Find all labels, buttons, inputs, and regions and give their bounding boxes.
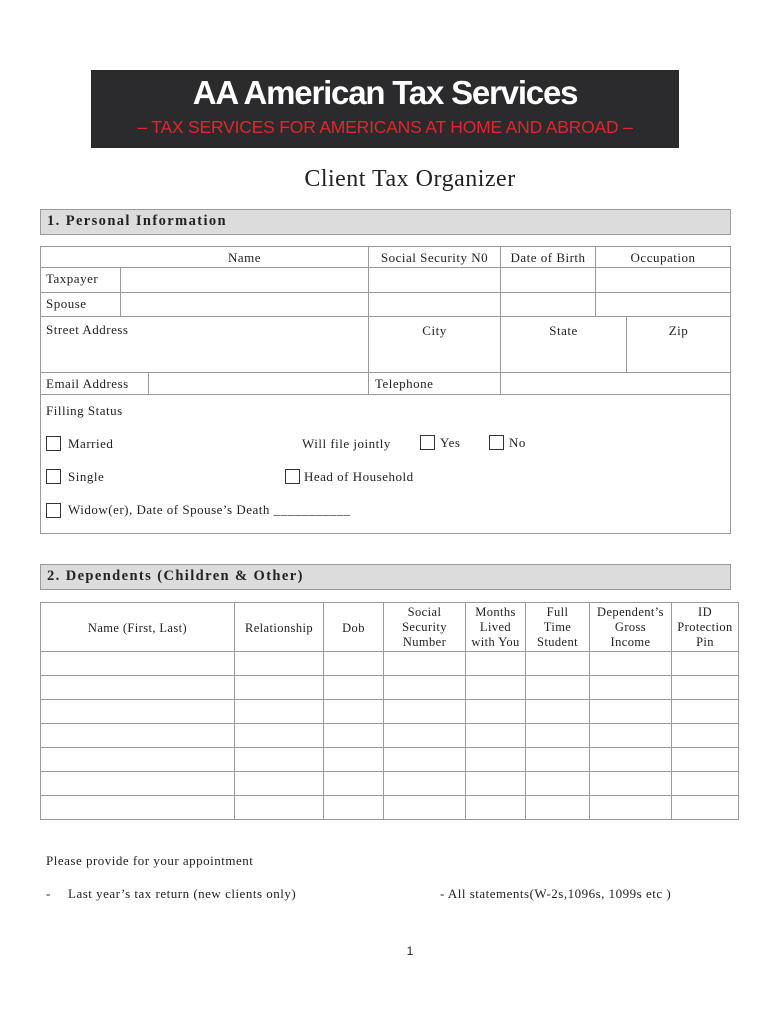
widow-checkbox[interactable] — [46, 503, 61, 518]
col-divider — [368, 372, 369, 394]
col-divider — [500, 372, 501, 394]
filing-status-label: Filling Status — [46, 403, 123, 418]
col-header-dob: Date of Birth — [510, 250, 586, 265]
col-header-name: Name — [227, 250, 262, 265]
col-header-ssn: Social Security N0 — [380, 250, 489, 265]
row-divider — [41, 747, 738, 748]
row-divider — [41, 795, 738, 796]
single-checkbox[interactable] — [46, 469, 61, 484]
zip-label: Zip — [668, 323, 689, 338]
married-label: Married — [68, 436, 114, 451]
row-divider — [41, 267, 730, 268]
head-of-household-label: Head of Household — [304, 469, 414, 484]
no-checkbox[interactable] — [489, 435, 504, 450]
page-number: 1 — [406, 944, 414, 958]
col-header-gross-income: Dependent’s Gross Income — [597, 605, 664, 649]
no-label: No — [509, 435, 526, 450]
appointment-item1: Last year’s tax return (new clients only) — [68, 886, 297, 901]
will-file-jointly-label: Will file jointly — [302, 436, 391, 451]
col-header-ssn: Social Security Number — [402, 605, 447, 649]
document-title: Client Tax Organizer — [304, 166, 516, 192]
row-divider — [41, 651, 738, 652]
company-name: AA American Tax Services — [192, 74, 578, 111]
col-header-dob: Dob — [342, 621, 365, 635]
yes-checkbox[interactable] — [420, 435, 435, 450]
personal-info-table — [40, 246, 731, 534]
row-divider — [41, 372, 730, 373]
yes-label: Yes — [440, 435, 461, 450]
row-divider — [41, 394, 730, 395]
section-header-dependents: 2. Dependents (Children & Other) — [40, 564, 731, 590]
row-divider — [41, 771, 738, 772]
col-header-months-lived: Months Lived with You — [471, 605, 520, 649]
taxpayer-label: Taxpayer — [46, 271, 99, 286]
head-of-household-checkbox[interactable] — [285, 469, 300, 484]
telephone-label: Telephone — [375, 376, 434, 391]
row-divider — [41, 699, 738, 700]
email-label: Email Address — [46, 376, 129, 391]
col-header-full-time-student: Full Time Student — [537, 605, 578, 649]
appointment-item2: - All statements(W-2s,1096s, 1099s etc ) — [440, 886, 672, 901]
col-header-occupation: Occupation — [630, 250, 696, 265]
col-header-id-protection-pin: ID Protection Pin — [677, 605, 733, 649]
company-banner — [91, 70, 679, 148]
col-divider — [148, 372, 149, 394]
col-divider — [120, 267, 121, 316]
state-label: State — [549, 323, 578, 338]
company-tagline: – TAX SERVICES FOR AMERICANS AT HOME AND ABROAD – — [137, 117, 633, 137]
city-label: City — [422, 323, 447, 338]
single-label: Single — [68, 469, 105, 484]
row-divider — [41, 723, 738, 724]
dependents-table — [40, 602, 739, 820]
row-divider — [41, 675, 738, 676]
street-address-label: Street Address — [46, 322, 129, 337]
appointment-intro: Please provide for your appointment — [46, 853, 254, 868]
appointment-item1-bullet: - — [46, 886, 51, 901]
married-checkbox[interactable] — [46, 436, 61, 451]
col-header-dependent-name: Name (First, Last) — [87, 621, 188, 635]
col-header-relationship: Relationship — [245, 621, 313, 635]
spouse-label: Spouse — [46, 296, 87, 311]
section-header-personal-info: 1. Personal Information — [40, 209, 731, 235]
row-divider — [41, 292, 730, 293]
widow-label: Widow(er), Date of Spouse’s Death ___________ — [68, 502, 351, 517]
